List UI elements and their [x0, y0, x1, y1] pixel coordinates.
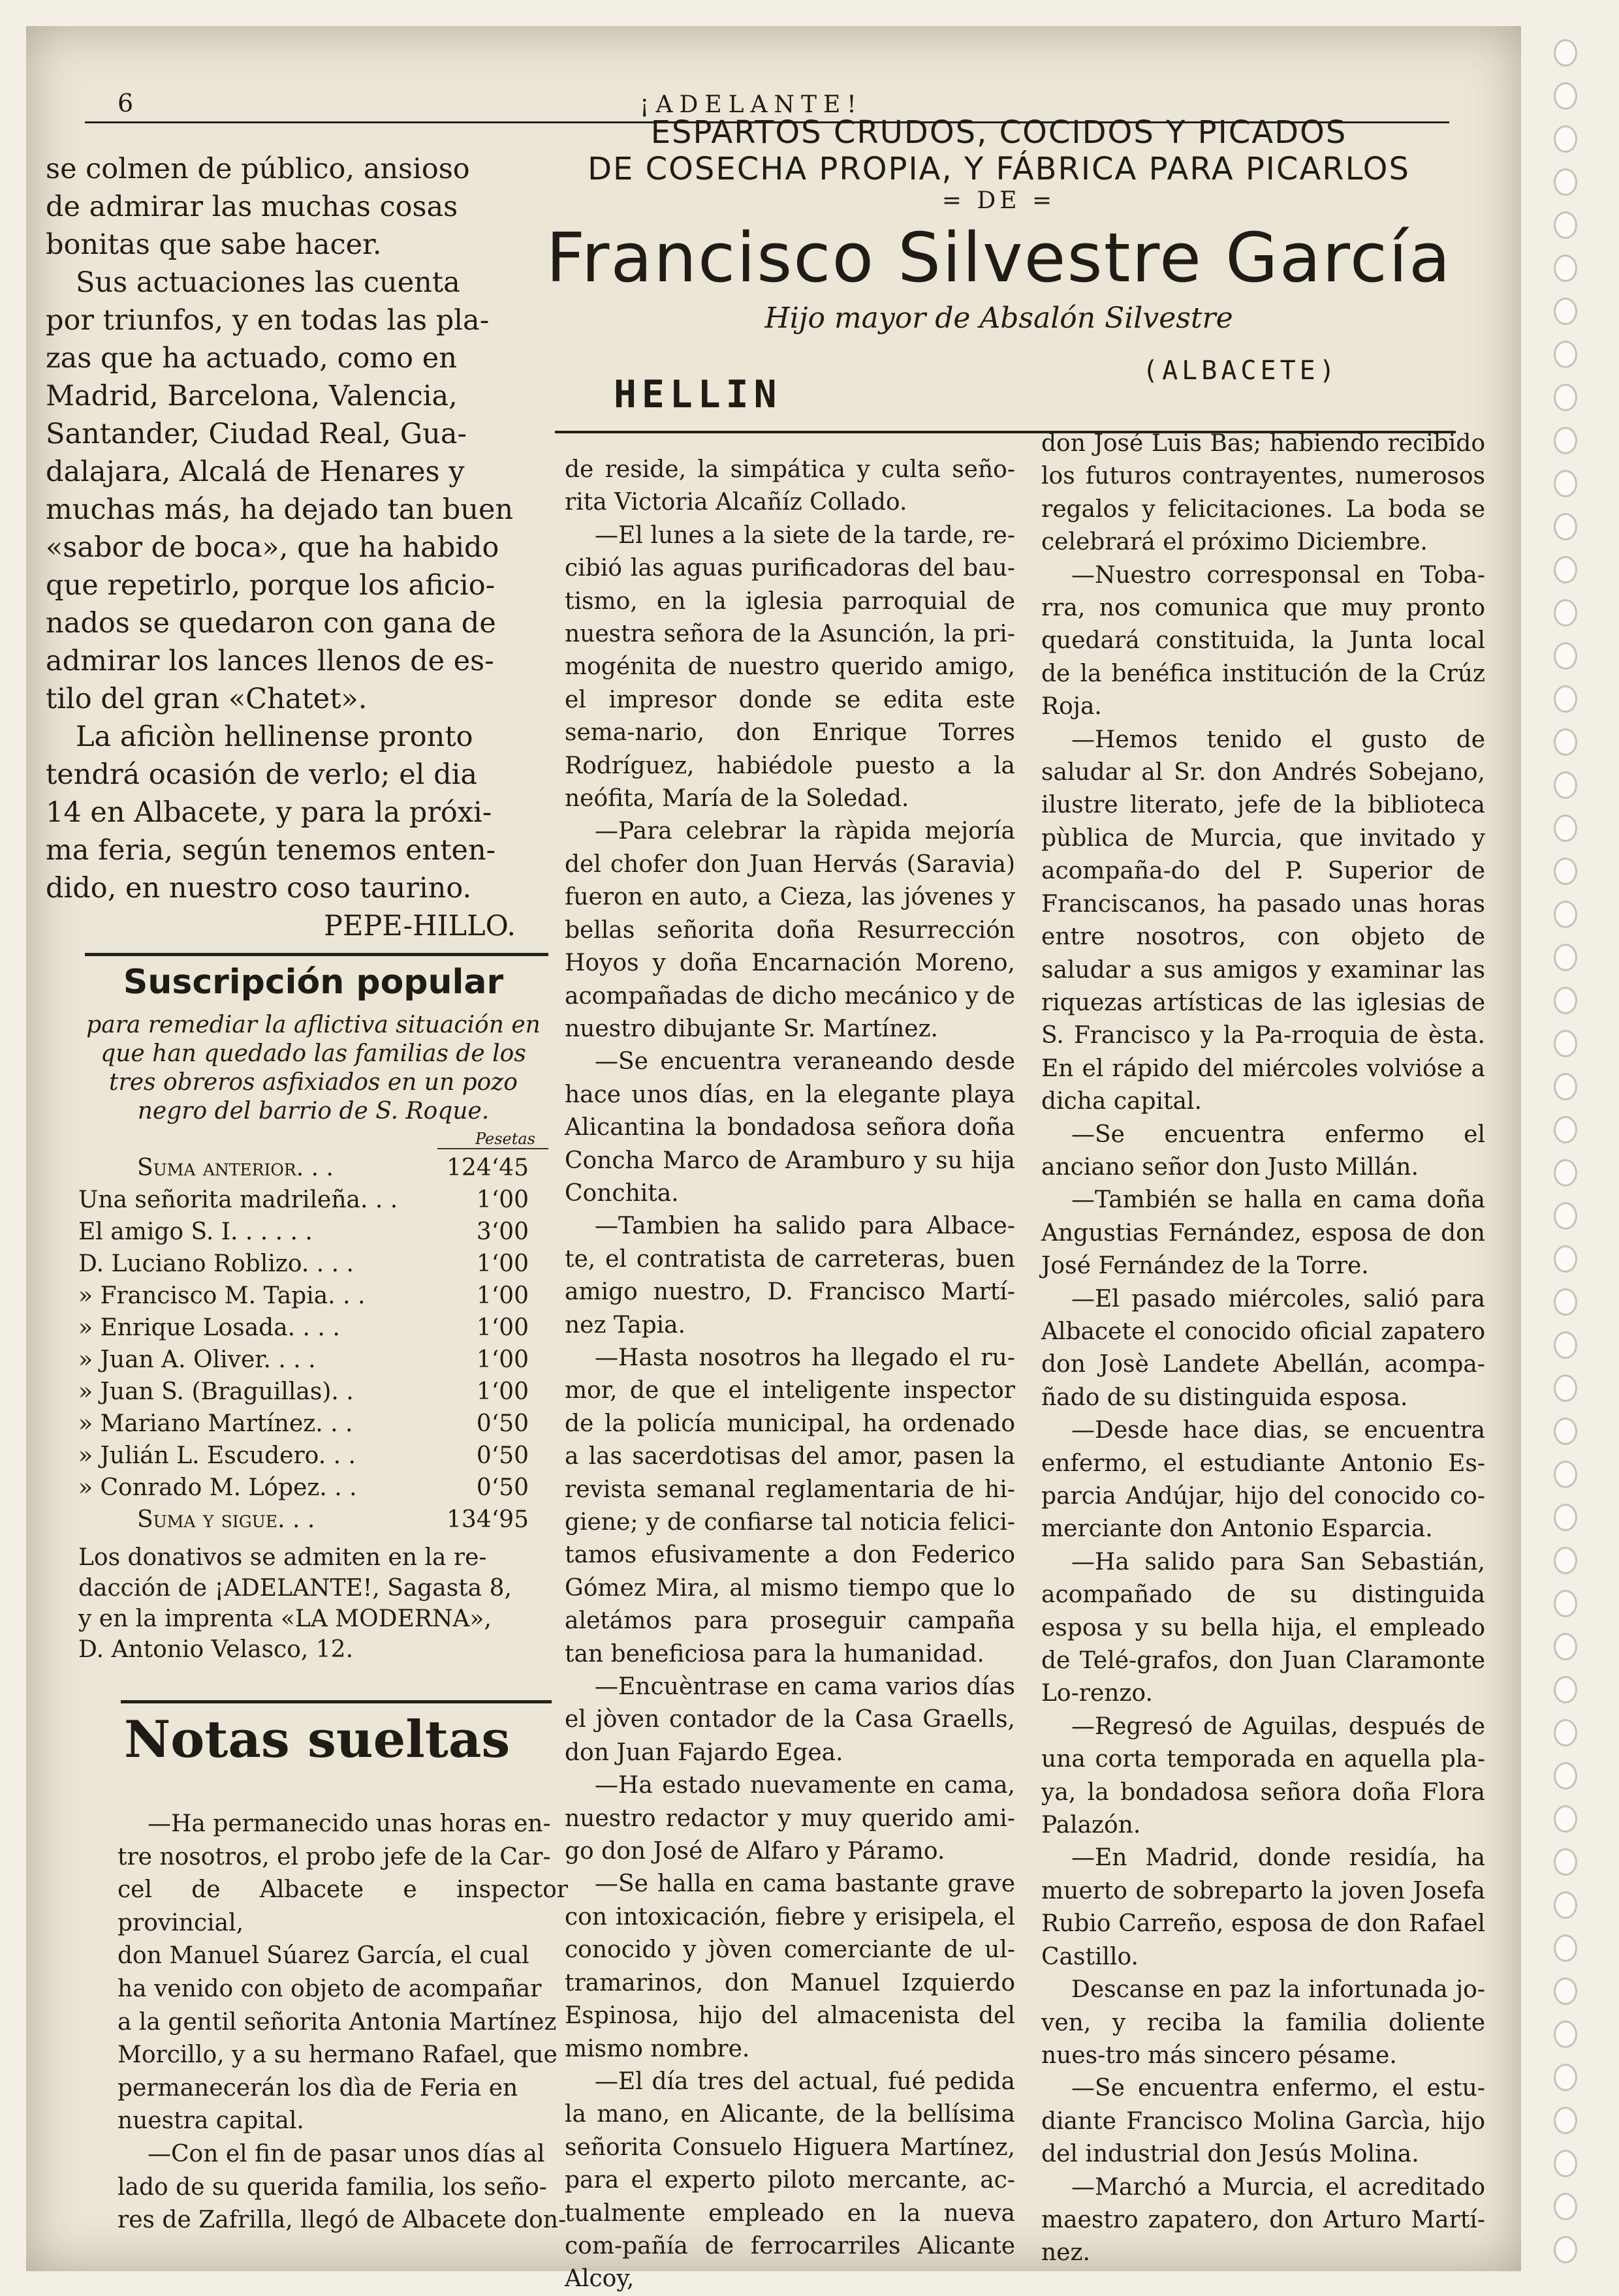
subscription-row — [78, 1248, 548, 1280]
donor-name: El amigo S. I. . . . . . — [78, 1218, 313, 1245]
text-line: admirar los lances llenos de es- — [46, 645, 494, 677]
text-line: ha venido con objeto de acompañar — [118, 1975, 542, 2002]
subscription-title: Suscripción popular — [123, 963, 504, 1002]
donation-amount: 1‘00 — [476, 1187, 529, 1213]
binding-hole — [1554, 1461, 1577, 1488]
news-item: —Marchó a Murcia, el acreditado maestro zapatero, don Arturo Martí-nez. — [1041, 2173, 1485, 2267]
news-item: —En Madrid, donde residía, ha muerto de sobreparto la joven Josefa Rubio Carreño, esposa de don Rafael Castillo. — [1041, 1844, 1485, 1970]
text-line: dalajara, Alcalá de Henares y — [46, 456, 465, 488]
text-line: Madrid, Barcelona, Valencia, — [46, 380, 458, 412]
donation-amount: 0‘50 — [476, 1474, 529, 1501]
news-item: —El pasado miércoles, salió para Albacete el conocido oficial zapatero don Josè Landete Abellán, acompa-ñado de su distinguida esposa. — [1041, 1285, 1485, 1411]
text-line: Morcillo, y a su hermano Rafael, que — [118, 2041, 558, 2069]
news-item: —Desde hace dias, se encuentra enfermo, el estudiante Antonio Es-parcia Andújar, hijo del conocido co-merciante don Antonio Esparcia. — [1041, 1417, 1485, 1543]
donor-name: » Enrique Losada. . . . — [78, 1314, 340, 1341]
donation-amount: 124‘45 — [447, 1155, 529, 1181]
text-line: —Con el fin de pasar unos días al — [148, 2140, 545, 2167]
article-column-left — [46, 150, 529, 945]
binding-hole — [1554, 427, 1577, 454]
ad-line-3: = DE = — [941, 187, 1056, 214]
donor-name: » Conrado M. López. . . — [78, 1474, 357, 1501]
news-item: —Encuèntrase en cama varios días el jòven contador de la Casa Graells, don Juan Fajardo Egea. — [565, 1673, 1015, 1766]
subscription-row — [78, 1152, 548, 1184]
news-item: —También se halla en cama doña Angustias Fernández, esposa de don José Fernández de la Torre. — [1041, 1187, 1485, 1280]
text-line: D. Antonio Velasco, 12. — [78, 1636, 354, 1663]
text-line: res de Zafrilla, llegó de Albacete don- — [118, 2207, 567, 2234]
text-line: muchas más, ha dejado tan buen — [46, 493, 514, 526]
binding-hole — [1554, 1676, 1577, 1703]
binding-hole — [1554, 1547, 1577, 1574]
binding-hole — [1554, 1159, 1577, 1187]
text-line: ma feria, según tenemos enten- — [46, 834, 496, 867]
ad-town: HELLIN — [614, 372, 782, 416]
binding-hole — [1554, 1288, 1577, 1316]
binding-hole — [1554, 298, 1577, 325]
news-item: —El lunes a la siete de la tarde, re-cibió las aguas purificadoras del bau-tismo, en la iglesia parroquial de nuestra señora de la Asunción, la pri-mogénita de nuestro querido amigo, el impresor donde se edita este sema-nario, don Enrique Torres Rodríguez, habiédole puesto a la neófita, María de la Soledad. — [565, 521, 1015, 813]
page-number: 6 — [118, 89, 134, 117]
text-line: a la gentil señorita Antonia Martínez — [118, 2008, 557, 2036]
text-line: por triunfos, y en todas las pla- — [46, 304, 490, 337]
subscription-section — [78, 963, 548, 1665]
binding-hole — [1554, 341, 1577, 368]
text-line: «sabor de boca», que ha habido — [46, 531, 499, 564]
text-line: de admirar las muchas cosas — [46, 191, 458, 223]
binding-hole — [1554, 2064, 1577, 2091]
running-title: ¡ADELANTE! — [640, 91, 863, 118]
binding-hole — [1554, 1418, 1577, 1445]
advertisement — [542, 114, 1456, 434]
binding-hole — [1554, 1719, 1577, 1746]
subscription-row — [78, 1344, 548, 1376]
ad-line-2: DE COSECHA PROPIA, Y FÁBRICA PARA PICARLOS — [588, 151, 1410, 187]
text-line: cel de Albacete e inspector provincial, — [118, 1876, 568, 1936]
binding-hole — [1554, 858, 1577, 885]
binding-hole — [1554, 1202, 1577, 1230]
text-line: Santander, Ciudad Real, Gua- — [46, 418, 467, 450]
news-item: —Ha salido para San Sebastián, acompañado de su distinguida esposa y su bella hija, el empleado de Telé-grafos, don Juan Claramonte Lo-renzo. — [1041, 1548, 1485, 1707]
donor-name: » Mariano Martínez. . . — [78, 1410, 353, 1437]
donation-amount: 1‘00 — [476, 1282, 529, 1309]
text-line: Sus actuaciones las cuenta — [76, 266, 460, 299]
text-line: dido, en nuestro coso taurino. — [46, 872, 472, 905]
binding-hole — [1554, 1891, 1577, 1919]
subscription-row — [78, 1216, 548, 1248]
text-line: bonitas que sabe hacer. — [46, 228, 382, 261]
text-line: 14 en Albacete, y para la próxi- — [46, 796, 492, 829]
text-line: tendrá ocasión de verlo; el dia — [46, 758, 477, 791]
binding-hole — [1554, 556, 1577, 583]
news-item: de reside, la simpática y culta seño-rita Victoria Alcañíz Collado. — [565, 456, 1015, 516]
donor-name: Suma anterior. . . — [137, 1155, 334, 1181]
news-item: don José Luis Bas; habiendo recibido los futuros contrayentes, numerosos regalos y felicitaciones. La boda se celebrará el próximo Diciembre. — [1041, 430, 1485, 556]
text-line: zas que ha actuado, como en — [46, 342, 457, 375]
donor-name: Suma y sigue. . . — [137, 1506, 315, 1533]
text-line: se colmen de público, ansioso — [46, 153, 470, 185]
subscription-row — [78, 1504, 548, 1536]
subscription-row — [78, 1184, 548, 1216]
binding-hole — [1554, 901, 1577, 928]
divider — [121, 1700, 552, 1703]
donor-name: D. Luciano Roblizo. . . . — [78, 1250, 354, 1277]
text-line: permanecerán los dìa de Feria en — [118, 2074, 518, 2102]
binding-hole — [1554, 2236, 1577, 2263]
text-line: nuestra capital. — [118, 2107, 304, 2135]
text-line: nados se quedaron con gana de — [46, 607, 496, 640]
news-item: —Regresó de Aguilas, después de una corta temporada en aquella pla-ya, la bondadosa señora doña Flora Palazón. — [1041, 1713, 1485, 1839]
binding-hole — [1554, 771, 1577, 799]
signature: PEPE-HILLO. — [324, 910, 516, 942]
donation-amount: 0‘50 — [476, 1410, 529, 1437]
binding-hole — [1554, 168, 1577, 196]
subscription-row — [78, 1472, 548, 1504]
binding-hole — [1554, 1762, 1577, 1790]
notas-column-3 — [1041, 427, 1485, 2270]
binding-hole — [1554, 1030, 1577, 1057]
donor-name: » Julián L. Escudero. . . — [78, 1442, 356, 1469]
donations-note — [78, 1542, 548, 1665]
spiral-binding — [1547, 39, 1586, 2258]
donor-name: » Juan A. Oliver. . . . — [78, 1346, 316, 1373]
news-item: —Para celebrar la ràpida mejoría del chofer don Juan Hervás (Saravia) fueron en auto, a Cieza, las jóvenes y bellas señorita doña Resurrección Hoyos y doña Encarnación Moreno, acompañadas de dicho mecánico y de nuestro dibujante Sr. Martínez. — [565, 818, 1015, 1042]
text-line: tre nosotros, el probo jefe de la Car- — [118, 1843, 551, 1870]
subscription-table — [78, 1152, 548, 1536]
donation-amount: 3‘00 — [476, 1218, 529, 1245]
ad-subtitle: Hijo mayor de Absalón Silvestre — [764, 302, 1233, 335]
donor-name: » Francisco M. Tapia. . . — [78, 1282, 366, 1309]
binding-hole — [1554, 470, 1577, 497]
ad-province: (ALBACETE) — [1142, 356, 1339, 386]
binding-hole — [1554, 82, 1577, 110]
news-item: —Ha estado nuevamente en cama, nuestro redactor y muy querido ami-go don José de Alfaro y Páramo. — [565, 1772, 1015, 1865]
binding-hole — [1554, 814, 1577, 842]
binding-hole — [1554, 211, 1577, 239]
currency-label: Pesetas — [437, 1130, 548, 1149]
notas-column-2 — [565, 454, 1015, 2296]
subscription-row — [78, 1408, 548, 1440]
text-line: y en la imprenta «LA MODERNA», — [78, 1606, 492, 1632]
donation-amount: 134‘95 — [447, 1506, 529, 1533]
binding-hole — [1554, 125, 1577, 153]
donation-amount: 1‘00 — [476, 1378, 529, 1405]
subscription-row — [78, 1376, 548, 1408]
text-line: dacción de ¡ADELANTE!, Sagasta 8, — [78, 1575, 512, 1602]
binding-hole — [1554, 39, 1577, 67]
binding-hole — [1554, 2021, 1577, 2048]
binding-hole — [1554, 255, 1577, 282]
news-item: —Se encuentra veraneando desde hace unos días, en la elegante playa Alicantina la bondadosa señora doña Concha Marco de Aramburo y su hija Conchita. — [565, 1048, 1015, 1207]
donor-name: » Juan S. (Braguillas). . — [78, 1378, 354, 1405]
donation-amount: 1‘00 — [476, 1250, 529, 1277]
news-item: —Se encuentra enfermo el anciano señor don Justo Millán. — [1041, 1121, 1485, 1181]
donation-amount: 1‘00 — [476, 1346, 529, 1373]
donor-name: Una señorita madrileña. . . — [78, 1187, 398, 1213]
notas-column-1 — [118, 1808, 568, 2237]
news-item: —Nuestro corresponsal en Toba-rra, nos comunica que muy pronto quedará constituida, la Junta local de la benéfica institución de la Crúz Roja. — [1041, 561, 1485, 721]
news-item: Descanse en paz la infortunada jo-ven, y reciba la familia doliente nues-tro más sincero pésame. — [1041, 1976, 1485, 2069]
subscription-row — [78, 1280, 548, 1312]
text-line: lado de su querida familia, los seño- — [118, 2173, 547, 2201]
binding-hole — [1554, 2107, 1577, 2134]
binding-hole — [1554, 1245, 1577, 1273]
binding-hole — [1554, 1848, 1577, 1876]
text-line: don Manuel Súarez García, el cual — [118, 1942, 529, 1970]
news-item: —Hemos tenido el gusto de saludar al Sr. don Andrés Sobejano, ilustre literato, jefe de la biblioteca pùblica de Murcia, que invitado y acompaña-do del P. Superior de Franciscanos, ha pasado unas horas entre nosotros, con objeto de saludar a sus amigos y examinar las riquezas artísticas de las iglesias de S. Francisco y la Pa-rroquia de èsta. En el rápido del miércoles volvióse a dicha capital. — [1041, 726, 1485, 1115]
binding-hole — [1554, 1073, 1577, 1100]
binding-hole — [1554, 1934, 1577, 1962]
ad-company-name: Francisco Silvestre García — [546, 218, 1452, 298]
binding-hole — [1554, 1504, 1577, 1531]
text-line: Los donativos se admiten en la re- — [78, 1544, 487, 1571]
binding-hole — [1554, 728, 1577, 756]
binding-hole — [1554, 513, 1577, 540]
binding-hole — [1554, 1805, 1577, 1833]
binding-hole — [1554, 987, 1577, 1014]
binding-hole — [1554, 2150, 1577, 2177]
binding-hole — [1554, 2193, 1577, 2220]
donation-amount: 0‘50 — [476, 1442, 529, 1469]
subscription-row — [78, 1440, 548, 1472]
text-line: —Ha permanecido unas horas en- — [148, 1810, 551, 1837]
binding-hole — [1554, 1116, 1577, 1143]
binding-hole — [1554, 1978, 1577, 2005]
subscription-row — [78, 1312, 548, 1344]
text-line: que repetirlo, porque los aficio- — [46, 569, 495, 602]
divider — [85, 953, 548, 956]
binding-hole — [1554, 1633, 1577, 1660]
binding-hole — [1554, 1331, 1577, 1359]
news-item: —Se halla en cama bastante grave con intoxicación, fiebre y erisipela, el conocido y jòven comerciante de ul-tramarinos, don Manuel Izquierdo Espinosa, hijo del almacenista del mismo nombre. — [565, 1870, 1015, 2062]
binding-hole — [1554, 944, 1577, 971]
news-item: —Tambien ha salido para Albace-te, el contratista de carreteras, buen amigo nuestro, D. Francisco Martí-nez Tapia. — [565, 1213, 1015, 1339]
binding-hole — [1554, 1374, 1577, 1402]
news-item: —El día tres del actual, fué pedida la mano, en Alicante, de la bellísima señorita Consuelo Higuera Martínez, para el experto piloto mercante, ac-tualmente empleado en la nueva com-pañía de ferrocarriles Alicante Alcoy, — [565, 2068, 1015, 2293]
ad-line-1: ESPARTOS CRUDOS, COCIDOS Y PICADOS — [650, 114, 1347, 151]
notas-title: Notas sueltas — [124, 1710, 511, 1769]
text-line: tilo del gran «Chatet». — [46, 683, 368, 715]
news-item: —Hasta nosotros ha llegado el ru-mor, de que el inteligente inspector de la policía municipal, ha ordenado a las sacerdotisas del amor, pasen la revista semanal reglamentaria de hi-giene; y de confiarse tal noticia felici-tamos efusivamente a don Federico Gómez Mira, al mismo tiempo que lo aletámos para proseguir campaña tan beneficiosa para la humanidad. — [565, 1344, 1015, 1668]
news-item: —Se encuentra enfermo, el estu-diante Francisco Molina Garcìa, hijo del industrial don Jesús Molina. — [1041, 2075, 1485, 2168]
binding-hole — [1554, 685, 1577, 713]
binding-hole — [1554, 1590, 1577, 1617]
binding-hole — [1554, 642, 1577, 670]
text-line: La aficiòn hellinense pronto — [76, 721, 473, 753]
binding-hole — [1554, 384, 1577, 411]
subscription-intro: para remediar la aflictiva situación en que han quedado las familias de los tres obreros asfixiados en un pozo negro del barrio de S. Roque. — [86, 1012, 541, 1125]
donation-amount: 1‘00 — [476, 1314, 529, 1341]
binding-hole — [1554, 599, 1577, 627]
